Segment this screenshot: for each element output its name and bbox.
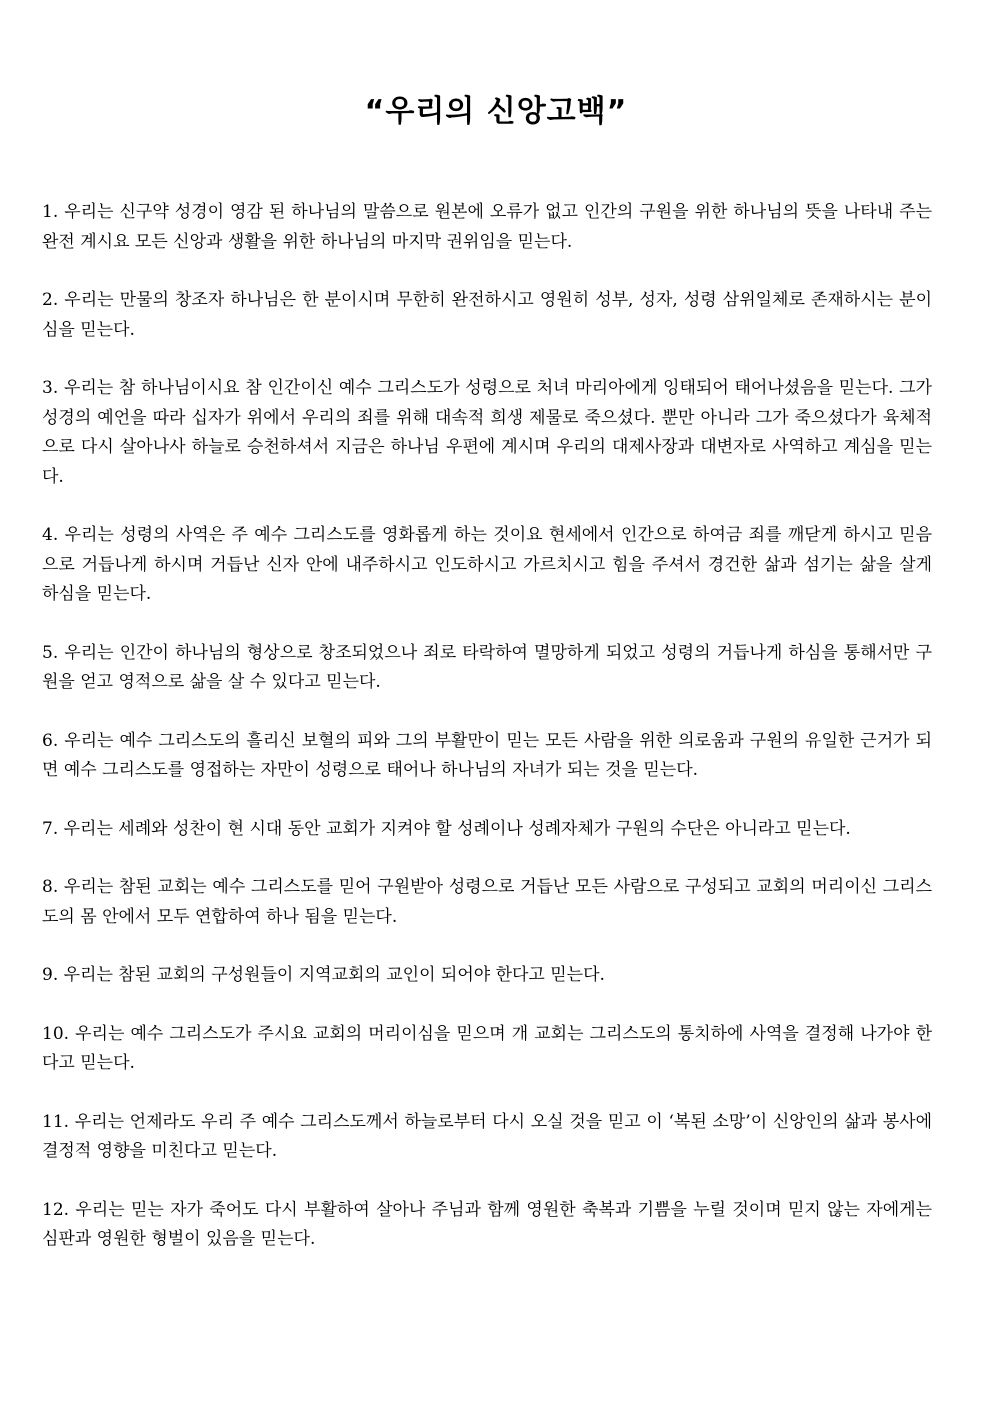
page-title: “우리의 신앙고백” [364, 94, 628, 129]
confession-list [42, 198, 932, 1284]
list-item: 12. 우리는 믿는 자가 죽어도 다시 부활하여 살아나 주님과 함께 영원한 축복과 기쁨을 누릴 것이며 믿지 않는 자에게는 심판과 영원한 형벌이 있음을 믿는다. [42, 1199, 932, 1249]
list-item: 3. 우리는 참 하나님이시요 참 인간이신 예수 그리스도가 성령으로 처녀 마리아에게 잉태되어 태어나셨음을 믿는다. 그가 성경의 예언을 따라 십자가 위에서 우리의 죄를 위해 대속적 희생 제물로 죽으셨다. 뿐만 아니라 그가 죽으셨다가 육체적으로 다시 살아나사 하늘로 승천하셔서 지금은 하나님 우편에 계시며 우리의 대제사장과 대변자로 사역하고 계심을 믿는다. [42, 378, 932, 487]
list-item: 4. 우리는 성령의 사역은 주 예수 그리스도를 영화롭게 하는 것이요 현세에서 인간으로 하여금 죄를 깨닫게 하시고 믿음으로 거듭나게 하시며 거듭난 신자 안에 내주하시고 인도하시고 가르치시고 힘을 주셔서 경건한 삶과 섬기는 삶을 살게 하심을 믿는다. [42, 525, 932, 604]
list-item: 7. 우리는 세례와 성찬이 현 시대 동안 교회가 지켜야 할 성례이나 성례자체가 구원의 수단은 아니라고 믿는다. [42, 818, 851, 839]
list-item: 11. 우리는 언제라도 우리 주 예수 그리스도께서 하늘로부터 다시 오실 것을 믿고 이 ‘복된 소망’이 신앙인의 삶과 봉사에 결정적 영향을 미친다고 믿는다. [42, 1111, 932, 1161]
list-item: 2. 우리는 만물의 창조자 하나님은 한 분이시며 무한히 완전하시고 영원히 성부, 성자, 성령 삼위일체로 존재하시는 분이심을 믿는다. [42, 290, 932, 340]
list-item: 9. 우리는 참된 교회의 구성원들이 지역교회의 교인이 되어야 한다고 믿는다. [42, 965, 605, 985]
list-item: 10. 우리는 예수 그리스도가 주시요 교회의 머리이심을 믿으며 개 교회는 그리스도의 통치하에 사역을 결정해 나가야 한다고 믿는다. [42, 1023, 932, 1073]
list-item: 1. 우리는 신구약 성경이 영감 된 하나님의 말씀으로 원본에 오류가 없고 인간의 구원을 위한 하나님의 뜻을 나타내 주는 완전 계시요 모든 신앙과 생활을 위한 하나님의 마지막 권위임을 믿는다. [42, 202, 932, 252]
list-item: 8. 우리는 참된 교회는 예수 그리스도를 믿어 구원받아 성령으로 거듭난 모든 사람으로 구성되고 교회의 머리이신 그리스도의 몸 안에서 모두 연합하여 하나 됨을 믿는다. [42, 877, 932, 927]
list-item: 5. 우리는 인간이 하나님의 형상으로 창조되었으나 죄로 타락하여 멸망하게 되었고 성령의 거듭나게 하심을 통해서만 구원을 얻고 영적으로 삶을 살 수 있다고 믿는다. [42, 642, 932, 692]
list-item: 6. 우리는 예수 그리스도의 흘리신 보혈의 피와 그의 부활만이 믿는 모든 사람을 위한 의로움과 구원의 유일한 근거가 되면 예수 그리스도를 영접하는 자만이 성령으로 태어나 하나님의 자녀가 되는 것을 믿는다. [42, 730, 932, 780]
